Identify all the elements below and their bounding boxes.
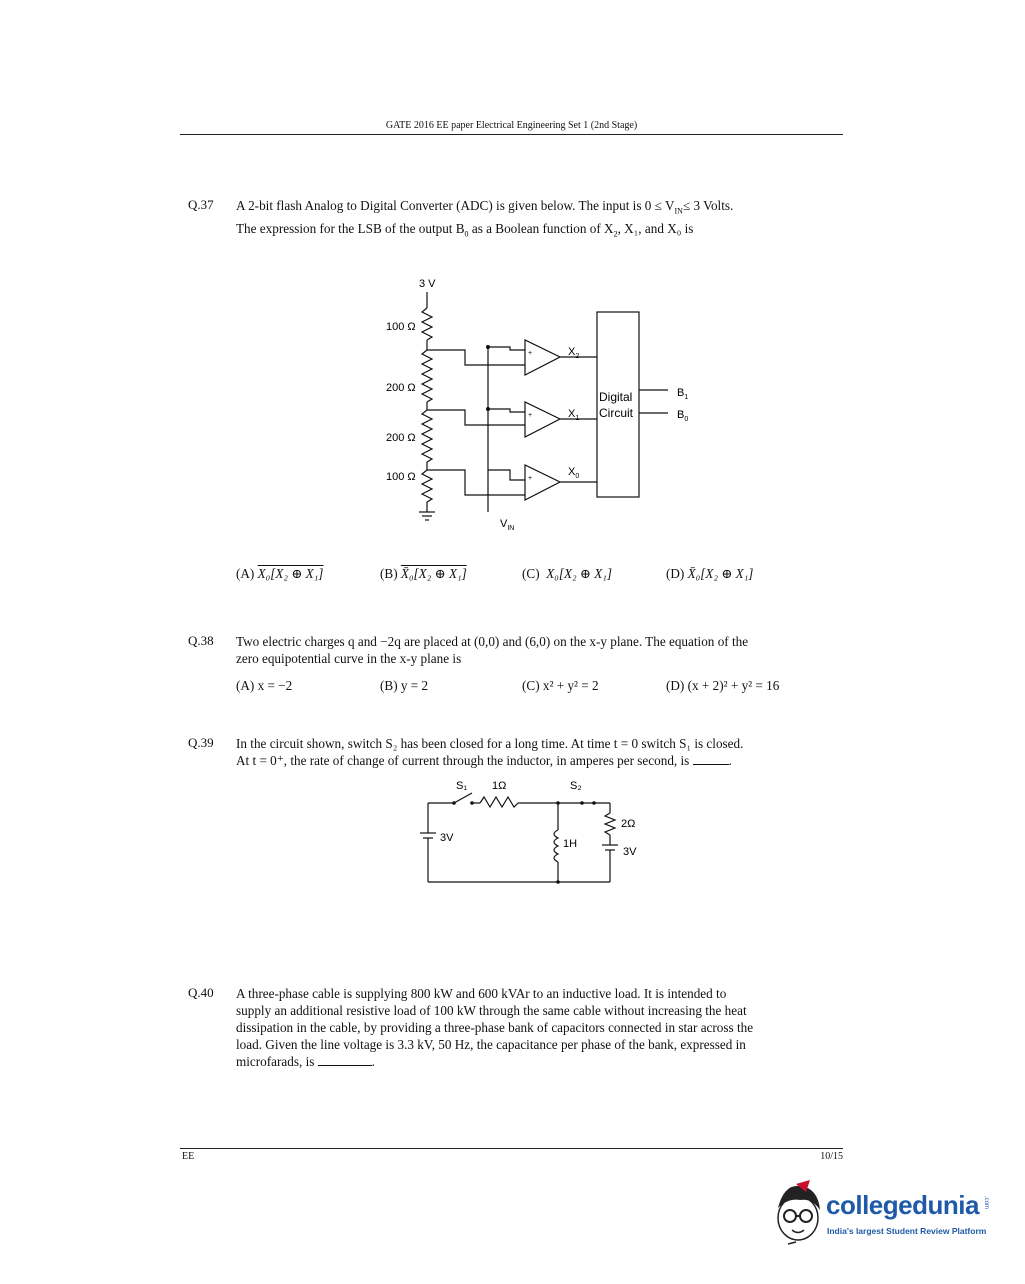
question-38-line-1: Two electric charges q and −2q are placed at (0,0) and (6,0) on the x-y plane. The equation of the [236, 634, 749, 649]
q37-option-d: (D) X̄₀[X₂ ⊕ X₁] [666, 566, 754, 581]
x1-label: $X_1$ [568, 408, 580, 422]
v1-label: 3V [440, 832, 454, 844]
header-rule [180, 134, 843, 135]
resistor-label-2: 200 Ω [386, 382, 416, 394]
resistor-label-4: 100 Ω [386, 471, 416, 483]
resistor-label-1: 100 Ω [386, 321, 416, 333]
brand-suffix: .com [983, 1196, 989, 1210]
resistor-label-3: 200 Ω [386, 432, 416, 444]
q38-option-d: (D) (x + 2)² + y² = 16 [666, 678, 780, 693]
question-40-line-1: A three-phase cable is supplying 800 kW and 600 kVAr to an inductive load. It is intended to [236, 986, 727, 1001]
q37-option-a: (A) X₀[X₂ ⊕ X₁] [236, 566, 324, 581]
q38-option-c: (C) x² + y² = 2 [522, 678, 599, 693]
r1-label: 1Ω [492, 780, 507, 792]
question-39-line-1: In the circuit shown, switch S₂ has been closed for a long time. At time t = 0 switch S₁ is closed. [236, 736, 744, 751]
question-40-line-4: load. Given the line voltage is 3.3 kV, 50 Hz, the capacitance per phase of the bank, expressed in [236, 1037, 746, 1052]
collegedunia-logo [770, 1180, 995, 1250]
inductor-label: 1H [563, 838, 578, 850]
brand-name: collegedunia [826, 1190, 979, 1220]
mascot-icon [770, 1180, 826, 1246]
question-number-38: Q.38 [188, 633, 214, 648]
v2-label: 3V [623, 846, 637, 858]
b0-label: $B_0$ [677, 409, 689, 423]
answer-blank-39 [693, 752, 729, 765]
digital-block-label-1: Digital [599, 390, 633, 404]
rl-circuit-diagram [410, 775, 650, 887]
q38-option-b: (B) y = 2 [380, 678, 429, 693]
question-number-37: Q.37 [188, 197, 214, 212]
question-40-line-2: supply an additional resistive load of 100 kW through the same cable without increasing the heat [236, 1003, 747, 1018]
question-37-text [236, 197, 836, 242]
adc-circuit-diagram [370, 272, 710, 537]
question-38-text [236, 633, 836, 667]
vin-label: $V_{IN}$ [500, 518, 515, 532]
question-38-line-2: zero equipotential curve in the x-y plane is [236, 651, 462, 666]
comp1-plus: + [528, 412, 533, 419]
question-40-text [236, 985, 836, 1070]
q37-option-c: (C) X₀[X₂ ⊕ X₁] [522, 566, 613, 581]
question-number-39: Q.39 [188, 735, 214, 750]
supply-label: 3 V [419, 278, 436, 290]
question-37-line-1: A 2-bit flash Analog to Digital Converter (ADC) is given below. The input is $0 \le V_{IN}\le 3$ Volts. [236, 198, 734, 216]
question-number-40: Q.40 [188, 985, 214, 1000]
q37-option-b: (B) X̄₀[X₂ ⊕ X₁] [380, 566, 467, 581]
comp2-plus: + [528, 350, 533, 357]
q38-option-a: (A) x = −2 [236, 678, 293, 693]
comp0-plus: + [528, 475, 533, 482]
r2-label: 2Ω [621, 818, 636, 830]
footer-section-code: EE [182, 1151, 195, 1162]
s2-label: S₂ [570, 780, 582, 792]
x0-label: $X_0$ [568, 466, 580, 480]
digital-block-label-2: Circuit [599, 406, 634, 420]
question-39-line-2: At t = 0⁺, the rate of change of current through the inductor, in amperes per second, is . [236, 753, 732, 768]
question-39-text [236, 735, 836, 769]
s1-label: S₁ [456, 780, 468, 792]
question-37-line-2: The expression for the LSB of the output $B_0$ as a Boolean function of $X_2$, X₁, and X₀ is [236, 220, 694, 239]
answer-blank-40 [318, 1053, 372, 1066]
footer-rule [180, 1148, 843, 1149]
question-40-line-5: microfarads, is . [236, 1054, 375, 1069]
footer-page-number: 10/15 [820, 1151, 843, 1162]
brand-tagline: India's largest Student Review Platform [827, 1226, 987, 1236]
b1-label: $B_1$ [677, 387, 689, 401]
x2-label: $X_2$ [568, 346, 580, 360]
question-40-line-3: dissipation in the cable, by providing a three-phase bank of capacitors connected in star across the [236, 1020, 754, 1035]
page-header-title: GATE 2016 EE paper Electrical Engineering Set 1 (2nd Stage) [385, 120, 638, 131]
